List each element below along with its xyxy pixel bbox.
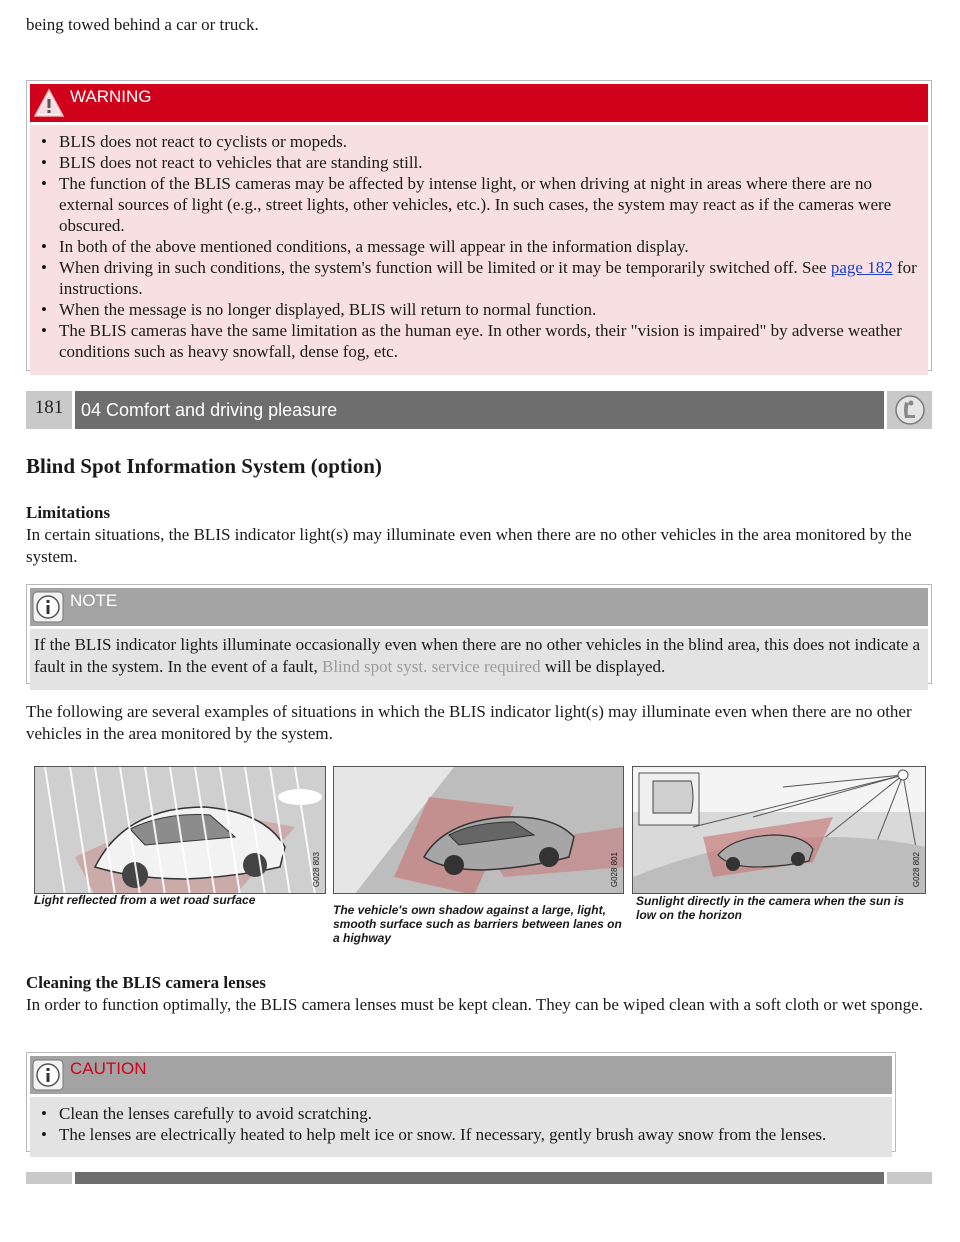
note-text-after: will be displayed. (540, 657, 666, 676)
note-header (30, 588, 928, 626)
sunlight-image (633, 767, 926, 894)
chapter-icon-box (887, 391, 932, 429)
caption-wet-road: Light reflected from a wet road surface (34, 893, 256, 907)
caution-list (34, 1103, 888, 1145)
caution-box (26, 1052, 896, 1152)
illustration-sunlight (632, 766, 926, 894)
list-item: • When the message is no longer displayed, BLIS will return to normal function. (34, 299, 924, 320)
list-item: • The function of the BLIS cameras may be affected by intense light, or when driving at night in areas where there are no external sources of light (e.g., street lights, other vehicles, etc.). In such cases, the system may react as if the cameras were obscured. (34, 173, 924, 236)
illustration-code: G028 802 (912, 851, 921, 887)
info-icon (32, 591, 64, 623)
list-item: • The lenses are electrically heated to help melt ice or snow. If necessary, gently brush away snow from the lenses. (34, 1124, 888, 1145)
caution-body (30, 1097, 892, 1157)
footer-bar-left (26, 1172, 72, 1184)
list-item-suffix: for instructions. (59, 258, 917, 298)
illustration-wet-road (34, 766, 326, 894)
caption-sunlight: Sunlight directly in the camera when the sun is low on the horizon (636, 894, 905, 922)
examples-text: The following are several examples of situations in which the BLIS indicator light(s) may illuminate even when there are no other vehicles in the area monitored by the system. (26, 702, 912, 743)
note-text-before: If the BLIS indicator lights illuminate occasionally even when there are no other vehicles in the blind area, this does not indicate a fault in the system. In the event of a fault, (34, 635, 921, 676)
list-item (34, 257, 924, 299)
limitations-heading: Limitations (26, 503, 111, 522)
caution-header (30, 1056, 892, 1094)
note-body (30, 629, 928, 690)
list-item: • Clean the lenses carefully to avoid scratching. (34, 1103, 888, 1124)
wet-road-image (35, 767, 326, 894)
illustration-code: G028 801 (610, 851, 619, 887)
note-text (34, 634, 924, 678)
page-title: Blind Spot Information System (option) (26, 454, 382, 478)
seat-icon (891, 394, 929, 426)
warning-box (26, 80, 932, 371)
warning-body (30, 125, 928, 375)
page-number: 181 (26, 391, 72, 429)
note-title: NOTE (70, 591, 118, 610)
caption-shadow: The vehicle's own shadow against a large, light, smooth surface such as barriers between lanes on a highway (333, 903, 622, 945)
cleaning-text: In order to function optimally, the BLIS camera lenses must be kept clean. They can be wiped clean with a soft cloth or wet sponge. (26, 995, 923, 1014)
list-item: • BLIS does not react to vehicles that are standing still. (34, 152, 924, 173)
warning-triangle-icon (34, 88, 64, 118)
caution-title: CAUTION (70, 1059, 147, 1078)
footer-bar (26, 1172, 932, 1184)
warning-header (30, 84, 928, 122)
warning-title: WARNING (70, 87, 152, 106)
warning-list (34, 131, 924, 362)
illustration-shadow (333, 766, 624, 894)
service-message: Blind spot syst. service required (321, 657, 541, 676)
list-item-text: When driving in such conditions, the system's function will be limited or it may be temporarily switched off. See (59, 258, 831, 277)
page-182-link[interactable]: page 182 (830, 258, 893, 277)
note-box (26, 584, 932, 684)
footer-bar-middle (75, 1172, 884, 1184)
list-item: • The BLIS cameras have the same limitation as the human eye. In other words, their "vision is impaired" by adverse weather conditions such as heavy snowfall, dense fog, etc. (34, 320, 924, 362)
section-header-bar (26, 391, 932, 429)
illustration-code: G028 803 (312, 851, 321, 887)
limitations-text: In certain situations, the BLIS indicator light(s) may illuminate even when there are no other vehicles in the area monitored by the system. (26, 525, 912, 566)
list-item: • In both of the above mentioned conditions, a message will appear in the information display. (34, 236, 924, 257)
list-item: • BLIS does not react to cyclists or mopeds. (34, 131, 924, 152)
footer-bar-right (887, 1172, 932, 1184)
intro-text: being towed behind a car or truck. (26, 15, 259, 34)
chapter-bar (75, 391, 884, 429)
info-icon (32, 1059, 64, 1091)
chapter-title: 04 Comfort and driving pleasure (81, 400, 338, 420)
cleaning-heading: Cleaning the BLIS camera lenses (26, 973, 266, 992)
shadow-image (334, 767, 624, 894)
